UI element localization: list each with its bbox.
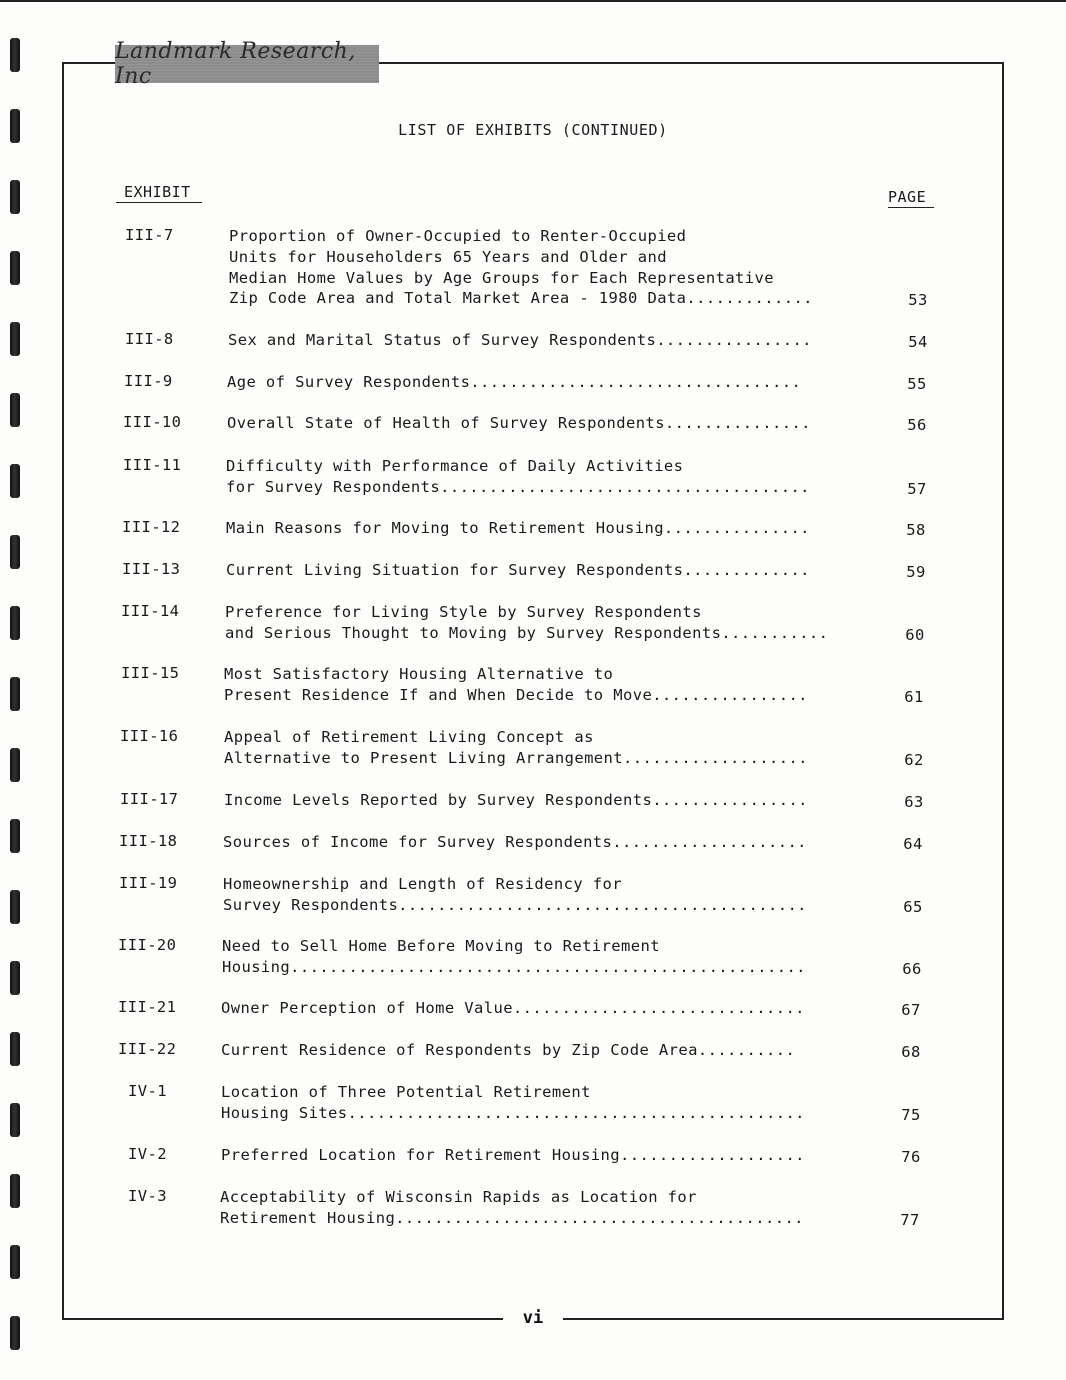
exhibit-description-line: Main Reasons for Moving to Retirement Housing............... bbox=[226, 519, 810, 537]
exhibit-page-number: 76 bbox=[901, 1148, 921, 1166]
exhibit-description bbox=[220, 1187, 860, 1229]
exhibit-description-line: Survey Respondents.......................................... bbox=[223, 895, 807, 914]
binding-hole bbox=[10, 322, 20, 356]
exhibit-description-line: Current Residence of Respondents by Zip Code Area.......... bbox=[221, 1041, 796, 1059]
binding-hole bbox=[10, 38, 20, 72]
binding-hole bbox=[10, 1245, 20, 1279]
binding-hole bbox=[10, 251, 20, 285]
exhibit-description bbox=[226, 456, 866, 498]
exhibit-description-line: Present Residence If and When Decide to Move................ bbox=[224, 685, 808, 704]
exhibit-number: III-20 bbox=[118, 936, 177, 954]
exhibit-page-number: 59 bbox=[906, 563, 926, 581]
binding-hole bbox=[10, 1032, 20, 1066]
exhibit-description-line: Age of Survey Respondents.................................. bbox=[227, 373, 802, 391]
exhibit-description-line: and Serious Thought to Moving by Survey Respondents........... bbox=[225, 623, 829, 642]
binding-hole bbox=[10, 535, 20, 569]
exhibit-number: III-8 bbox=[125, 330, 174, 348]
exhibit-description bbox=[225, 602, 865, 644]
exhibit-number: III-7 bbox=[125, 226, 174, 244]
exhibit-description-line: Location of Three Potential Retirement bbox=[221, 1083, 591, 1101]
exhibit-page-number: 55 bbox=[907, 375, 927, 393]
exhibit-description bbox=[227, 413, 867, 434]
binding-hole bbox=[10, 606, 20, 640]
exhibit-page-number: 53 bbox=[908, 291, 928, 310]
exhibit-description bbox=[221, 1040, 861, 1061]
exhibit-description-line: Sex and Marital Status of Survey Respondents................ bbox=[228, 331, 812, 349]
exhibit-number: III-17 bbox=[120, 790, 179, 808]
exhibit-description-line: Overall State of Health of Survey Respondents............... bbox=[227, 414, 811, 432]
footer-page-number: vi bbox=[503, 1308, 563, 1334]
letterhead-logo bbox=[115, 39, 379, 89]
exhibit-page-number: 61 bbox=[904, 687, 924, 706]
exhibit-page-number: 65 bbox=[903, 897, 923, 916]
logo-text: Landmark Research, Inc bbox=[115, 39, 356, 89]
page-column-header: PAGE bbox=[888, 188, 934, 208]
exhibit-description bbox=[221, 1145, 861, 1166]
exhibit-number: III-9 bbox=[124, 372, 173, 390]
exhibit-page-number: 77 bbox=[900, 1210, 920, 1229]
exhibit-number: III-19 bbox=[119, 874, 178, 892]
exhibit-description bbox=[224, 727, 864, 769]
exhibit-page-number: 57 bbox=[907, 479, 927, 498]
exhibit-number: III-14 bbox=[121, 602, 180, 620]
exhibit-description-line: for Survey Respondents...................................... bbox=[226, 477, 810, 496]
exhibit-description bbox=[227, 372, 867, 393]
exhibit-description-line: Need to Sell Home Before Moving to Retirement bbox=[222, 937, 660, 955]
exhibit-number: III-10 bbox=[123, 413, 182, 431]
exhibit-page-number: 67 bbox=[901, 1001, 921, 1019]
binding-hole bbox=[10, 1174, 20, 1208]
binding-hole bbox=[10, 180, 20, 214]
top-edge-rule bbox=[0, 0, 1066, 2]
exhibit-description bbox=[229, 226, 869, 309]
exhibit-description-line: Retirement Housing.......................................... bbox=[220, 1208, 804, 1227]
exhibit-description bbox=[226, 560, 866, 581]
exhibit-description bbox=[224, 664, 864, 706]
binding-hole bbox=[10, 748, 20, 782]
exhibit-description-line: Housing..................................................... bbox=[222, 957, 806, 976]
exhibit-number: IV-1 bbox=[128, 1082, 167, 1100]
exhibit-description bbox=[221, 1082, 861, 1124]
exhibit-page-number: 63 bbox=[904, 793, 924, 811]
exhibit-description-line: Alternative to Present Living Arrangement................... bbox=[224, 748, 808, 767]
exhibit-number: III-22 bbox=[118, 1040, 177, 1058]
exhibit-page-number: 68 bbox=[901, 1043, 921, 1061]
binding-hole bbox=[10, 1103, 20, 1137]
exhibit-description-line: Most Satisfactory Housing Alternative to bbox=[224, 665, 614, 683]
binding-hole bbox=[10, 677, 20, 711]
exhibit-page-number: 56 bbox=[907, 416, 927, 434]
exhibit-description-line: Housing Sites............................................... bbox=[221, 1103, 805, 1122]
exhibit-number: III-15 bbox=[121, 664, 180, 682]
exhibit-column-header: EXHIBIT bbox=[116, 183, 202, 203]
exhibit-number: III-21 bbox=[118, 998, 177, 1016]
exhibit-description bbox=[224, 790, 864, 811]
binding-hole bbox=[10, 464, 20, 498]
exhibit-number: IV-2 bbox=[128, 1145, 167, 1163]
exhibit-description-line: Appeal of Retirement Living Concept as bbox=[224, 728, 594, 746]
exhibit-page-number: 66 bbox=[902, 959, 922, 978]
exhibit-description-line: Median Home Values by Age Groups for Each Representative bbox=[229, 268, 774, 287]
binding-hole bbox=[10, 819, 20, 853]
exhibit-description-line: Zip Code Area and Total Market Area - 1980 Data............. bbox=[229, 289, 813, 308]
page-title: LIST OF EXHIBITS (CONTINUED) bbox=[398, 121, 668, 139]
exhibit-page-number: 58 bbox=[906, 521, 926, 539]
binding-hole bbox=[10, 890, 20, 924]
exhibit-description-line: Difficulty with Performance of Daily Activities bbox=[226, 457, 684, 475]
exhibit-page-number: 75 bbox=[901, 1105, 921, 1124]
exhibit-number: III-13 bbox=[122, 560, 181, 578]
exhibit-description-line: Acceptability of Wisconsin Rapids as Location for bbox=[220, 1188, 697, 1206]
exhibit-description-line: Owner Perception of Home Value.............................. bbox=[221, 999, 805, 1017]
exhibit-number: III-18 bbox=[119, 832, 178, 850]
exhibit-description bbox=[228, 330, 868, 351]
exhibit-number: III-12 bbox=[122, 518, 181, 536]
exhibit-description-line: Preferred Location for Retirement Housing................... bbox=[221, 1146, 805, 1164]
binding-hole bbox=[10, 1316, 20, 1350]
exhibit-page-number: 64 bbox=[903, 835, 923, 853]
exhibit-description-line: Preference for Living Style by Survey Respondents bbox=[225, 603, 702, 621]
exhibit-description-line: Sources of Income for Survey Respondents.................... bbox=[223, 833, 807, 851]
exhibit-page-number: 54 bbox=[908, 333, 928, 351]
exhibit-description-line: Proportion of Owner-Occupied to Renter-Occupied bbox=[229, 227, 687, 245]
exhibit-description bbox=[222, 936, 862, 978]
binding-hole bbox=[10, 961, 20, 995]
exhibit-description bbox=[223, 874, 863, 916]
exhibit-number: III-16 bbox=[120, 727, 179, 745]
exhibit-page-number: 60 bbox=[905, 625, 925, 644]
binding-holes bbox=[10, 0, 26, 1380]
binding-hole bbox=[10, 393, 20, 427]
exhibit-description-line: Income Levels Reported by Survey Respondents................ bbox=[224, 791, 808, 809]
exhibit-number: IV-3 bbox=[128, 1187, 167, 1205]
exhibit-description-line: Homeownership and Length of Residency for bbox=[223, 875, 623, 893]
exhibit-number: III-11 bbox=[123, 456, 182, 474]
exhibit-description bbox=[221, 998, 861, 1019]
exhibit-description-line: Current Living Situation for Survey Respondents............. bbox=[226, 561, 810, 579]
exhibit-description bbox=[223, 832, 863, 853]
exhibit-page-number: 62 bbox=[904, 750, 924, 769]
exhibit-description bbox=[226, 518, 866, 539]
exhibit-description-line: Units for Householders 65 Years and Older and bbox=[229, 247, 667, 266]
